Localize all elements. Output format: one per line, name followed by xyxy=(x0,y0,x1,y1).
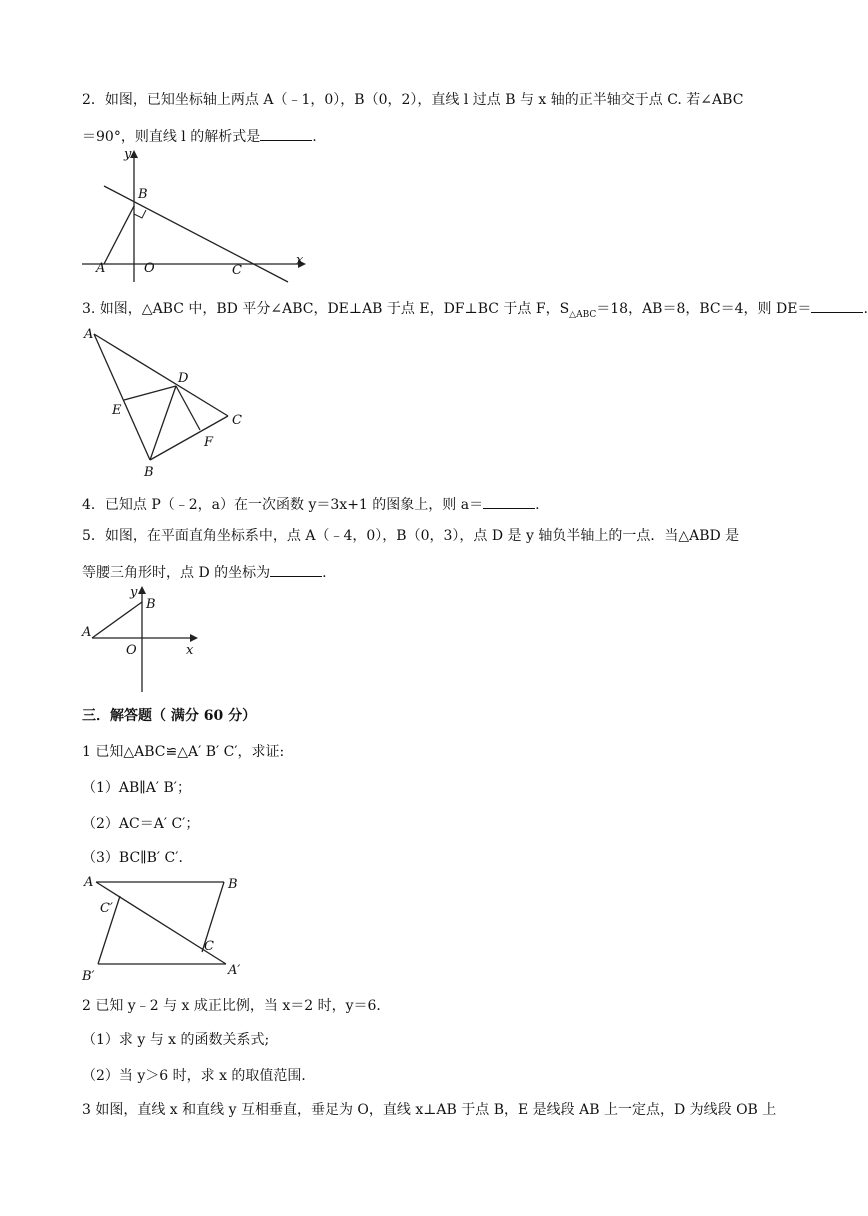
q5-text-line2 xyxy=(82,562,327,583)
q3-fig-label-C: C xyxy=(232,413,242,428)
q3-text-a: 3. 如图，△ABC 中，BD 平分∠ABC，DE⊥AB 于点 E，DF⊥BC 于点 F，S xyxy=(82,301,570,317)
q5-text-line1: 5．如图，在平面直角坐标系中，点 A（﹣4，0），B（0，3），点 D 是 y 轴负半轴上的一点．当△ABD 是 xyxy=(82,528,740,544)
q5-text-line2-end: . xyxy=(322,565,327,581)
q2-fig-label-y: y xyxy=(124,147,132,162)
q3-answer-blank xyxy=(811,298,863,313)
p1-fig-label-C1: C′ xyxy=(100,901,113,916)
q4-answer-blank xyxy=(483,494,535,509)
q5-fig-label-y: y xyxy=(130,585,138,600)
p1-item3: （3）BC∥B′ C′． xyxy=(82,850,193,866)
p1-fig-label-C: C xyxy=(204,939,214,954)
section-3-title: 三．解答题（ 满分 60 分） xyxy=(82,708,257,724)
q2-text-line2-body: ＝90°，则直线 l 的解析式是 xyxy=(82,129,261,145)
q3-text-b: ＝18，AB＝8，BC＝4，则 DE＝ xyxy=(596,301,812,317)
q3-fig-label-E: E xyxy=(112,403,122,418)
p1-item1: （1）AB∥A′ B′； xyxy=(82,780,191,796)
p2-item2: （2）当 y＞6 时，求 x 的取值范围． xyxy=(82,1068,316,1084)
p1-figure xyxy=(78,870,248,986)
q5-text-line2-body: 等腰三角形时，点 D 的坐标为 xyxy=(82,565,271,581)
q4-text-line1 xyxy=(82,494,540,515)
q5-fig-label-B: B xyxy=(146,597,156,612)
q2-figure xyxy=(80,146,308,286)
q2-answer-blank xyxy=(260,126,312,141)
q2-text-line2-end: . xyxy=(312,129,317,145)
p1-fig-label-B1: B′ xyxy=(82,969,95,984)
q2-text-line2 xyxy=(82,126,317,147)
q4-text-body: 4．已知点 P（﹣2，a）在一次函数 y＝3x+1 的图象上，则 a＝ xyxy=(82,497,484,513)
p1-fig-label-A: A xyxy=(84,875,94,890)
q5-figure xyxy=(80,584,200,694)
q3-text-end: . xyxy=(863,301,868,317)
p1-item2: （2）AC＝A′ C′； xyxy=(82,816,200,832)
q5-fig-label-A: A xyxy=(82,625,92,640)
q2-fig-label-A: A xyxy=(96,261,106,276)
p2-text-line1: 2 已知 y﹣2 与 x 成正比例，当 x＝2 时，y＝6． xyxy=(82,998,391,1014)
q3-fig-label-D: D xyxy=(178,371,189,386)
q2-fig-label-B: B xyxy=(138,187,148,202)
q2-fig-label-C: C xyxy=(232,263,242,278)
p1-fig-label-A1: A′ xyxy=(228,963,241,978)
q2-fig-label-x: x xyxy=(296,253,304,268)
q5-answer-blank xyxy=(270,562,322,577)
q3-text-sub: △ABC xyxy=(569,309,597,320)
p1-fig-label-B: B xyxy=(228,877,238,892)
q4-text-end: . xyxy=(535,497,540,513)
q3-fig-label-F: F xyxy=(204,435,214,450)
q3-fig-label-B: B xyxy=(144,465,154,480)
p2-item1: （1）求 y 与 x 的函数关系式; xyxy=(82,1032,270,1048)
p1-text-line1: 1 已知△ABC≌△A′ B′ C′，求证: xyxy=(82,744,285,760)
q3-figure xyxy=(80,320,250,480)
q5-fig-label-O: O xyxy=(126,643,137,658)
q2-fig-label-O: O xyxy=(144,261,155,276)
q2-text-line1: 2．如图，已知坐标轴上两点 A（﹣1，0），B（0，2），直线 l 过点 B 与 x 轴的正半轴交于点 C. 若∠ABC xyxy=(82,92,744,108)
q5-fig-label-x: x xyxy=(186,643,194,658)
q3-fig-label-A: A xyxy=(84,327,94,342)
p3-text-line1: 3 如图，直线 x 和直线 y 互相垂直，垂足为 O，直线 x⊥AB 于点 B，E 是线段 AB 上一定点，D 为线段 OB 上 xyxy=(82,1102,777,1118)
